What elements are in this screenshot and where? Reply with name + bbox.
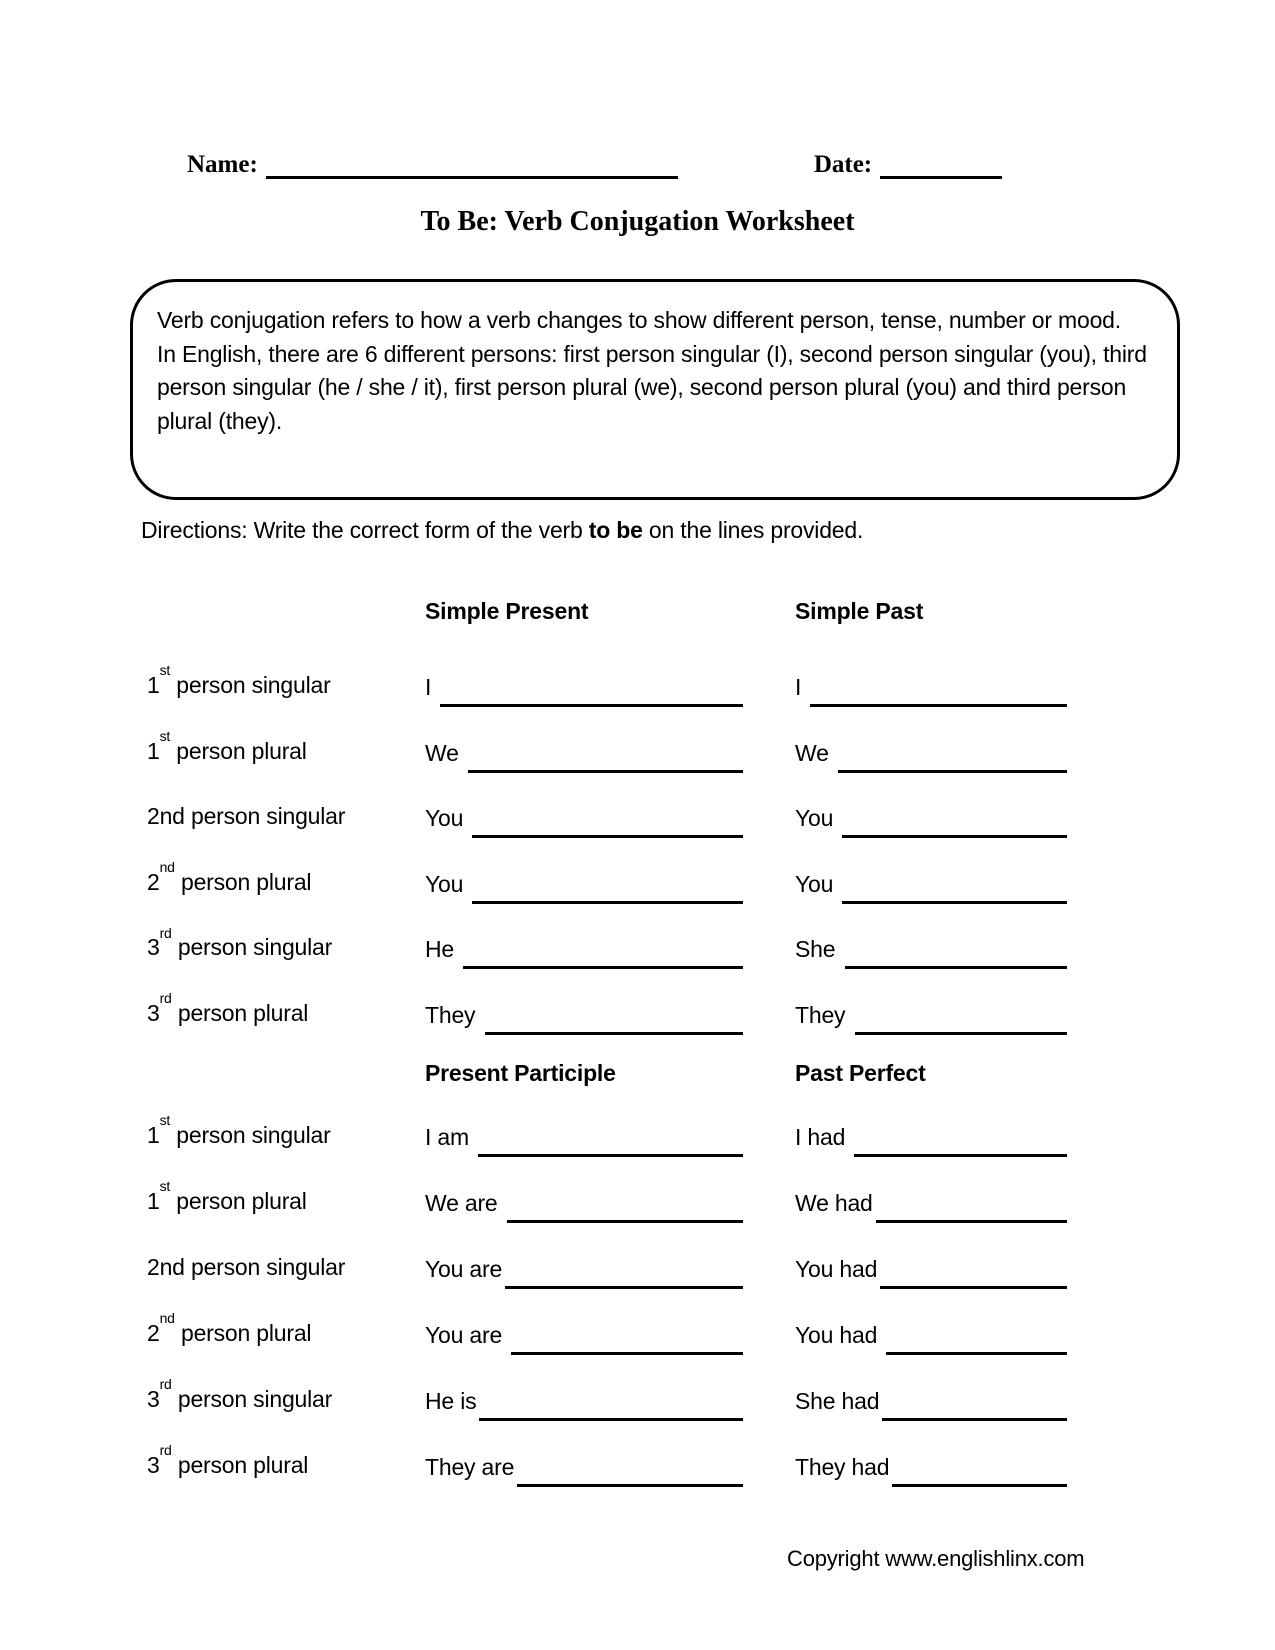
pronoun-prefix: He is — [425, 1388, 477, 1414]
label-ordinal: st — [159, 727, 171, 744]
label-ordinal: rd — [159, 924, 172, 941]
answer-blank[interactable] — [507, 1188, 743, 1223]
row-label — [147, 1310, 425, 1347]
row-label — [147, 924, 425, 961]
pronoun-prefix: We — [425, 739, 465, 766]
definition-text-2: In English, there are 6 different persons: first person singular (I), second person singular (you), third person singular (he / she / it), first person plural (we), second person plural (you) and third person plural (they). — [157, 340, 1147, 434]
pronoun-prefix: They had — [795, 1454, 890, 1480]
conjugation-row — [0, 990, 1275, 1066]
label-ordinal: rd — [159, 1376, 172, 1393]
pronoun-prefix: We — [795, 739, 835, 766]
label-text: person plural — [171, 999, 309, 1026]
date-label: Date: — [813, 151, 873, 178]
perfect-cell — [795, 1122, 1067, 1157]
section2-header — [0, 1060, 1275, 1087]
pronoun-prefix: You are — [425, 1256, 503, 1282]
answer-blank[interactable] — [468, 738, 743, 773]
answer-blank[interactable] — [876, 1188, 1067, 1223]
label-number: 1 — [147, 737, 160, 764]
column-header-present-participle: Present Participle — [425, 1060, 616, 1086]
definition-text-1: Verb conjugation refers to how a verb changes to show different person, tense, number or mood. — [157, 307, 1121, 333]
past-cell — [795, 738, 1067, 773]
participle-cell — [425, 1320, 743, 1355]
row-label — [147, 1178, 425, 1215]
past-cell — [795, 803, 1067, 838]
present-cell — [425, 1000, 743, 1035]
conjugation-row — [0, 1442, 1275, 1518]
past-cell — [795, 934, 1067, 969]
answer-blank[interactable] — [810, 672, 1067, 707]
page-title: To Be: Verb Conjugation Worksheet — [420, 206, 855, 237]
label-number: 2nd — [147, 1254, 185, 1280]
present-cell — [425, 738, 743, 773]
pronoun-prefix: He — [425, 936, 461, 963]
copyright-text: Copyright www.englishlinx.com — [787, 1546, 1085, 1571]
row-label — [147, 1112, 425, 1149]
section1-header — [0, 598, 1275, 625]
answer-blank[interactable] — [842, 869, 1067, 904]
answer-blank[interactable] — [886, 1320, 1067, 1355]
label-number: 2 — [147, 1320, 160, 1346]
row-label — [147, 990, 425, 1027]
answer-blank[interactable] — [882, 1386, 1067, 1421]
participle-cell — [425, 1386, 743, 1421]
answer-blank[interactable] — [479, 1386, 743, 1421]
directions-prefix: Directions: Write the correct form of the verb — [141, 517, 589, 543]
row-label — [147, 803, 425, 830]
label-number: 1 — [147, 1122, 160, 1148]
section2-rows — [0, 1112, 1275, 1518]
present-cell — [425, 934, 743, 969]
answer-blank[interactable] — [505, 1254, 743, 1289]
answer-blank[interactable] — [472, 869, 743, 904]
conjugation-row — [0, 1178, 1275, 1254]
conjugation-row — [0, 727, 1275, 804]
label-ordinal: rd — [159, 1442, 172, 1459]
row-label — [147, 1376, 425, 1413]
label-number: 2 — [147, 868, 160, 895]
past-cell — [795, 869, 1067, 904]
name-date-row — [187, 146, 1002, 179]
answer-blank[interactable] — [845, 934, 1067, 969]
pronoun-prefix: We had — [795, 1190, 873, 1216]
label-text: person plural — [174, 868, 312, 895]
pronoun-prefix: You — [425, 870, 470, 897]
answer-blank[interactable] — [892, 1452, 1067, 1487]
pronoun-prefix: We are — [425, 1190, 504, 1216]
pronoun-prefix: I — [795, 674, 808, 700]
label-text: person plural — [174, 1320, 312, 1346]
row-label — [147, 662, 425, 699]
label-text: person plural — [170, 1188, 307, 1214]
label-text: person singular — [171, 1386, 333, 1412]
present-cell — [425, 672, 743, 707]
answer-blank[interactable] — [485, 1000, 743, 1035]
conjugation-row — [0, 803, 1275, 869]
conjugation-row — [0, 662, 1275, 738]
column-header-simple-present: Simple Present — [425, 598, 589, 624]
past-cell — [795, 672, 1067, 707]
label-ordinal: st — [159, 662, 171, 679]
label-ordinal: nd — [159, 859, 175, 876]
answer-blank[interactable] — [842, 803, 1067, 838]
label-text: person singular — [170, 672, 331, 698]
pronoun-prefix: You are — [425, 1322, 509, 1348]
label-number: 1 — [147, 672, 160, 698]
pronoun-prefix: You — [795, 870, 840, 897]
label-text: person plural — [171, 1452, 309, 1478]
conjugation-row — [0, 1254, 1275, 1320]
answer-blank[interactable] — [511, 1320, 743, 1355]
perfect-cell — [795, 1254, 1067, 1289]
label-text: person singular — [171, 934, 333, 961]
past-cell — [795, 1000, 1067, 1035]
conjugation-row — [0, 1112, 1275, 1188]
conjugation-row — [0, 1376, 1275, 1452]
present-cell — [425, 803, 743, 838]
pronoun-prefix: You — [425, 805, 470, 832]
answer-blank[interactable] — [517, 1452, 743, 1487]
pronoun-prefix: I am — [425, 1124, 476, 1150]
perfect-cell — [795, 1452, 1067, 1487]
answer-blank[interactable] — [854, 1122, 1067, 1157]
conjugation-row — [0, 1310, 1275, 1386]
pronoun-prefix: She had — [795, 1388, 880, 1414]
pronoun-prefix: They — [795, 1001, 852, 1028]
directions-suffix: on the lines provided. — [642, 517, 864, 543]
row-label — [147, 727, 425, 765]
label-text: person singular — [184, 803, 346, 830]
label-number: 3 — [147, 1452, 160, 1478]
section1-rows — [0, 662, 1275, 1066]
pronoun-prefix: They — [425, 1001, 482, 1028]
answer-blank[interactable] — [463, 934, 743, 969]
pronoun-prefix: You — [795, 805, 840, 832]
present-cell — [425, 869, 743, 904]
pronoun-prefix: I had — [795, 1124, 852, 1150]
answer-blank[interactable] — [855, 1000, 1067, 1035]
participle-cell — [425, 1122, 743, 1157]
perfect-cell — [795, 1386, 1067, 1421]
date-input-line[interactable] — [880, 146, 1002, 179]
directions-text — [141, 517, 863, 544]
label-ordinal: nd — [159, 1310, 175, 1327]
pronoun-prefix: You had — [795, 1256, 878, 1282]
participle-cell — [425, 1254, 743, 1289]
name-input-line[interactable] — [266, 146, 678, 179]
label-number: 1 — [147, 1188, 160, 1214]
label-ordinal: st — [159, 1112, 171, 1129]
pronoun-prefix: They are — [425, 1454, 515, 1480]
label-ordinal: st — [159, 1178, 171, 1195]
label-number: 2nd — [147, 803, 185, 830]
row-label — [147, 1442, 425, 1479]
row-label — [147, 859, 425, 896]
answer-blank[interactable] — [472, 803, 743, 838]
perfect-cell — [795, 1188, 1067, 1223]
label-number: 3 — [147, 934, 160, 961]
answer-blank[interactable] — [478, 1122, 743, 1157]
column-header-past-perfect: Past Perfect — [795, 1060, 926, 1086]
label-text: person plural — [170, 737, 307, 764]
answer-blank[interactable] — [440, 672, 743, 707]
answer-blank[interactable] — [838, 738, 1067, 773]
label-number: 3 — [147, 999, 160, 1026]
label-text: person singular — [184, 1254, 346, 1280]
perfect-cell — [795, 1320, 1067, 1355]
label-text: person singular — [170, 1122, 331, 1148]
label-number: 3 — [147, 1386, 160, 1412]
directions-verb: to be — [588, 517, 643, 543]
conjugation-row — [0, 859, 1275, 935]
participle-cell — [425, 1452, 743, 1487]
pronoun-prefix: She — [795, 936, 842, 963]
definition-box — [130, 279, 1180, 500]
answer-blank[interactable] — [880, 1254, 1067, 1289]
pronoun-prefix: I — [425, 674, 438, 700]
pronoun-prefix: You had — [795, 1322, 884, 1348]
name-label: Name: — [187, 151, 258, 178]
column-header-simple-past: Simple Past — [795, 598, 924, 624]
label-ordinal: rd — [159, 990, 172, 1007]
participle-cell — [425, 1188, 743, 1223]
conjugation-row — [0, 924, 1275, 1000]
row-label — [147, 1254, 425, 1281]
